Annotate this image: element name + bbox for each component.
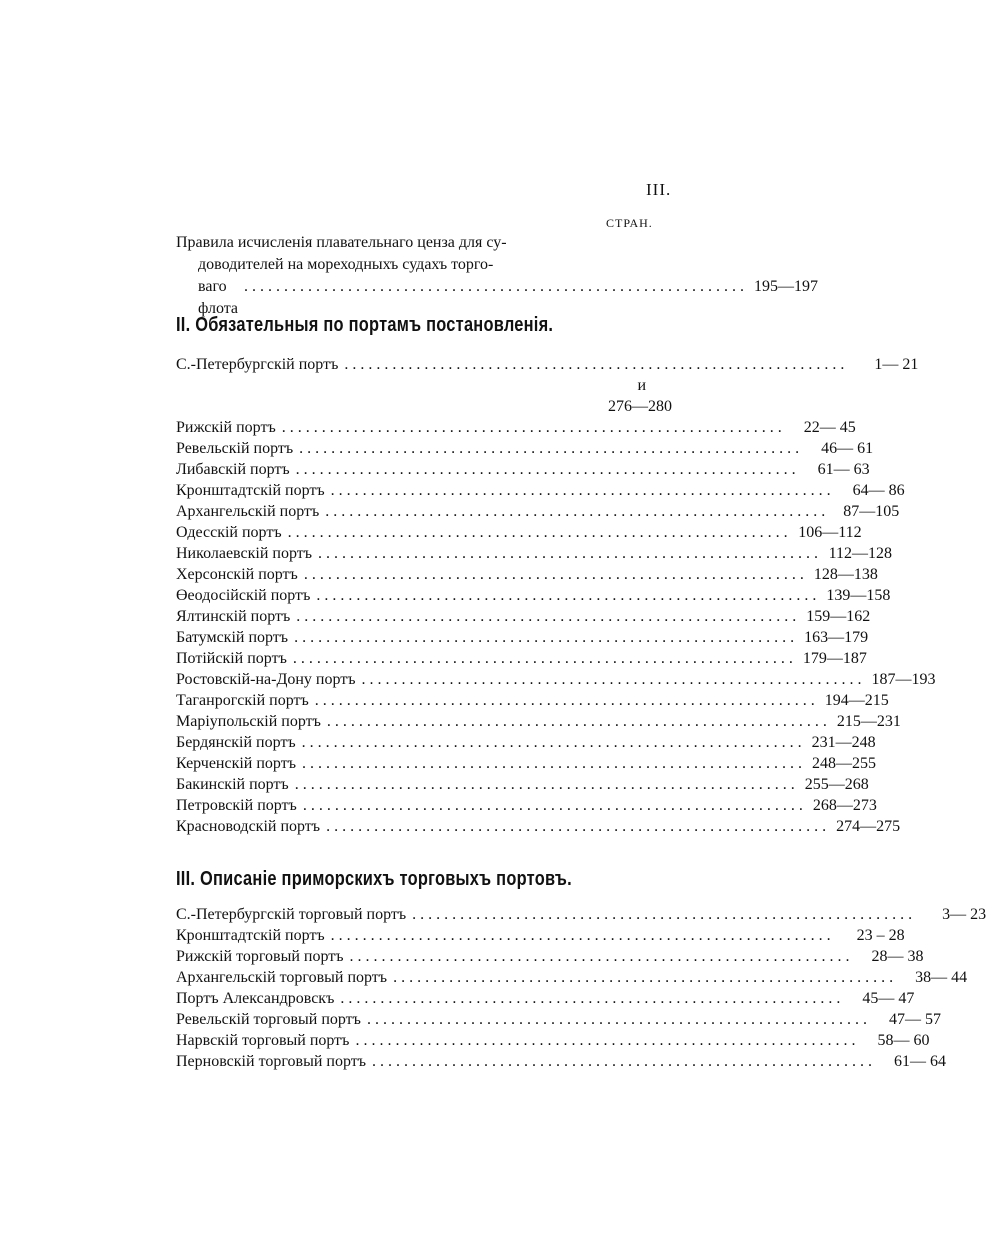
toc-row <box>176 990 915 1011</box>
toc-row <box>176 566 878 587</box>
toc-entry-name: Херсонскій портъ <box>176 566 298 583</box>
toc-entry-pages: 255—268 <box>804 776 869 793</box>
toc-entry-pages: 45— 47 <box>862 990 915 1007</box>
toc-entry-name: Таганрогскій портъ <box>176 692 309 709</box>
toc-row <box>176 503 900 524</box>
toc-entry-pages: 159—162 <box>806 608 871 625</box>
toc-row <box>176 440 874 461</box>
toc-entry-pages: 163—179 <box>804 629 869 646</box>
toc-entry-name: Кронштадтскій портъ <box>176 927 325 944</box>
toc-entry-name: С.-Петербургскій торговый портъ <box>176 906 407 923</box>
dot-leader: ............................................................... <box>299 440 804 457</box>
dot-leader: ............................................................... <box>244 278 749 295</box>
toc-entry-name: Рижскій торговый портъ <box>176 948 344 965</box>
page-number: III. <box>646 180 672 199</box>
dot-leader: ............................................................... <box>316 587 821 604</box>
toc-extra-pages: 276—280 <box>608 398 672 415</box>
toc-entry-name: Либавскій портъ <box>176 461 290 478</box>
toc-entry-name: Батумскій портъ <box>176 629 289 646</box>
toc-entry-pages: 248—255 <box>811 755 876 772</box>
toc-entry-name: Перновскій торговый портъ <box>176 1053 366 1070</box>
toc-entry-pages: 268—273 <box>812 797 877 814</box>
dot-leader: ............................................................... <box>340 990 845 1007</box>
dot-leader: ............................................................... <box>330 482 835 499</box>
dot-leader: ............................................................... <box>294 629 799 646</box>
toc-entry-pages: 1— 21 <box>874 356 919 373</box>
toc-entry-name: Маріупольскій портъ <box>176 713 321 730</box>
dot-leader: ............................................................... <box>314 692 819 709</box>
toc-row <box>176 734 876 755</box>
toc-entry-pages: 112—128 <box>828 545 893 562</box>
toc-row <box>176 650 867 671</box>
toc-entry-pages: 38— 44 <box>915 969 968 986</box>
toc-entry-name: Ялтинскій портъ <box>176 608 291 625</box>
toc-entry-name: Бакинскій портъ <box>176 776 289 793</box>
dot-leader: ............................................................... <box>303 566 808 583</box>
dot-leader: ............................................................... <box>287 524 792 541</box>
toc-row <box>176 1053 946 1074</box>
dot-leader: ............................................................... <box>372 1053 876 1070</box>
dot-leader: ............................................................... <box>318 545 823 562</box>
dot-leader: ............................................................... <box>355 1032 860 1049</box>
intro-line-2: доводителей на мореходныхъ судахъ торго- <box>198 256 494 273</box>
dot-leader: ............................................................... <box>412 906 917 923</box>
toc-entry-pages: 215—231 <box>836 713 901 730</box>
dot-leader: ............................................................... <box>296 608 801 625</box>
toc-entry-pages: 179—187 <box>802 650 867 667</box>
toc-entry-name: С.-Петербургскій портъ <box>176 356 339 373</box>
toc-row <box>176 797 877 818</box>
toc-row <box>176 587 891 608</box>
toc-row <box>176 671 936 692</box>
toc-row <box>176 948 924 969</box>
dot-leader: ............................................................... <box>349 948 854 965</box>
dot-leader: ............................................................... <box>361 671 866 688</box>
toc-entry-pages: 23 – 28 <box>856 927 905 944</box>
toc-row <box>176 818 901 839</box>
toc-entry-name: Рижскій портъ <box>176 419 276 436</box>
toc-row <box>176 927 905 948</box>
toc-row <box>176 524 862 545</box>
toc-entry-name: Николаевскій портъ <box>176 545 313 562</box>
section-3-title: III. Описаніе приморскихъ торговыхъ портовъ. <box>176 868 572 890</box>
toc-entry-name: Петровскій портъ <box>176 797 297 814</box>
toc-row <box>176 545 893 566</box>
toc-row <box>176 713 901 734</box>
toc-row <box>176 1011 941 1032</box>
toc-entry-name: Архангельскій торговый портъ <box>176 969 388 986</box>
toc-entry-pages: 22— 45 <box>803 419 856 436</box>
dot-leader: ............................................................... <box>326 818 831 835</box>
toc-entry-name: Красноводскій портъ <box>176 818 321 835</box>
toc-extra-conjunction: и <box>637 377 646 394</box>
toc-entry-pages: 3— 23 <box>942 906 986 923</box>
toc-entry-pages: 274—275 <box>836 818 901 835</box>
dot-leader: ............................................................... <box>294 776 799 793</box>
intro-line-3-text: ваго флота <box>198 278 239 317</box>
toc-row <box>176 629 869 650</box>
toc-row <box>176 776 869 797</box>
toc-row <box>176 461 870 482</box>
toc-entry-pages: 128—138 <box>813 566 878 583</box>
section-3-list <box>176 906 986 1074</box>
dot-leader: ............................................................... <box>366 1011 871 1028</box>
toc-row <box>176 1032 930 1053</box>
toc-entry-pages: 231—248 <box>811 734 876 751</box>
toc-entry-pages: 28— 38 <box>871 948 924 965</box>
toc-entry-name: Одесскій портъ <box>176 524 282 541</box>
dot-leader: ............................................................... <box>344 356 849 373</box>
toc-entry-pages: 139—158 <box>826 587 891 604</box>
toc-entry-pages: 187—193 <box>871 671 936 688</box>
section-2-title: II. Обязательныя по портамъ постановленія. <box>176 314 554 336</box>
pages-column-heading: СТРАН. <box>606 216 653 230</box>
dot-leader: ............................................................... <box>393 969 898 986</box>
dot-leader: ............................................................... <box>301 734 806 751</box>
toc-entry-name: Архангельскій портъ <box>176 503 320 520</box>
toc-entry-name: Бердянскій портъ <box>176 734 296 751</box>
toc-entry-name: Потійскій портъ <box>176 650 287 667</box>
dot-leader: ............................................................... <box>325 503 830 520</box>
toc-entry-pages: 87—105 <box>843 503 900 520</box>
toc-row <box>176 608 871 629</box>
toc-entry-name: Нарвскій торговый портъ <box>176 1032 350 1049</box>
intro-entry <box>176 232 819 320</box>
toc-entry-name: Ревельскій торговый портъ <box>176 1011 361 1028</box>
toc-row <box>176 419 856 440</box>
toc-entry-name: Кронштадтскій портъ <box>176 482 325 499</box>
intro-line-1: Правила исчисленія плавательнаго ценза для су- <box>176 234 507 251</box>
intro-pages: 195—197 <box>754 278 819 295</box>
dot-leader: ............................................................... <box>281 419 786 436</box>
toc-entry-pages: 61— 63 <box>817 461 870 478</box>
dot-leader: ............................................................... <box>295 461 800 478</box>
toc-row <box>176 356 919 377</box>
toc-entry-name: Өеодосійскій портъ <box>176 587 311 604</box>
toc-entry-pages: 46— 61 <box>821 440 874 457</box>
toc-row <box>176 755 876 776</box>
toc-entry-pages: 64— 86 <box>852 482 905 499</box>
toc-entry-name: Ростовскій-на-Дону портъ <box>176 671 356 688</box>
toc-row <box>176 969 968 990</box>
toc-row <box>176 692 889 713</box>
toc-entry-pages: 194—215 <box>824 692 889 709</box>
dot-leader: ............................................................... <box>330 927 835 944</box>
toc-row <box>176 482 905 503</box>
toc-entry-name: Ревельскій портъ <box>176 440 294 457</box>
toc-entry-name: Керченскій портъ <box>176 755 296 772</box>
toc-entry-pages: 61— 64 <box>894 1053 946 1070</box>
toc-entry-pages: 58— 60 <box>877 1032 930 1049</box>
toc-entry-pages: 47— 57 <box>888 1011 941 1028</box>
dot-leader: ............................................................... <box>326 713 831 730</box>
toc-entry-pages: 106—112 <box>798 524 862 541</box>
toc-entry-name: Портъ Александровскъ <box>176 990 335 1007</box>
dot-leader: ............................................................... <box>292 650 797 667</box>
dot-leader: ............................................................... <box>301 755 806 772</box>
dot-leader: ............................................................... <box>302 797 807 814</box>
toc-row <box>176 906 986 927</box>
section-2-list <box>176 356 936 839</box>
